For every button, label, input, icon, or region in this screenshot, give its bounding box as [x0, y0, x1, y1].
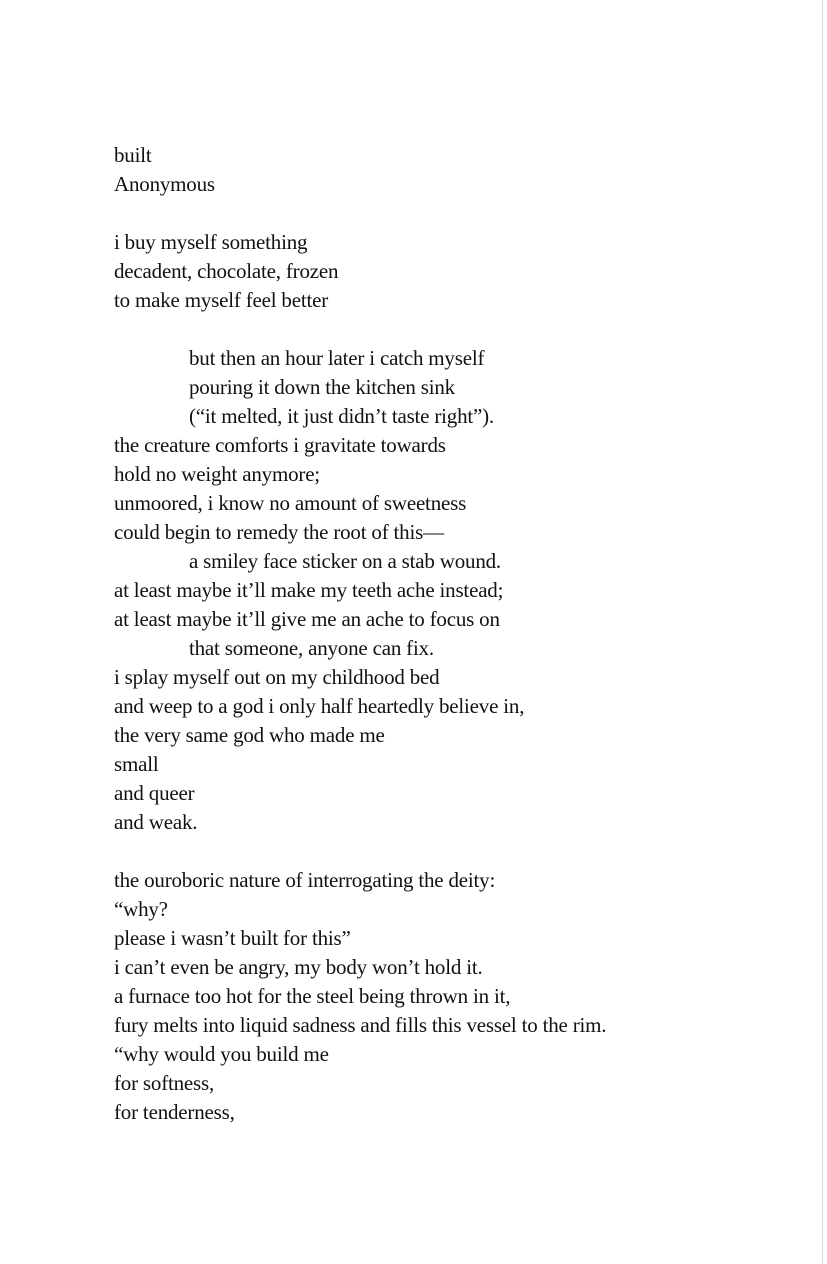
poem-line: i buy myself something: [114, 230, 308, 254]
poem-line: and weak.: [114, 810, 198, 834]
poem-line: at least maybe it’ll make my teeth ache instead;: [114, 578, 504, 602]
poem-line: the ouroboric nature of interrogating the deity:: [114, 868, 496, 892]
poem-line: small: [114, 752, 159, 776]
poem-line: could begin to remedy the root of this—: [114, 520, 444, 544]
poem-line: unmoored, i know no amount of sweetness: [114, 491, 467, 515]
poem-line: i splay myself out on my childhood bed: [114, 665, 440, 689]
poem-line: at least maybe it’ll give me an ache to focus on: [114, 607, 500, 631]
poem-line-indented: (“it melted, it just didn’t taste right”).: [189, 404, 494, 428]
poem-line: and weep to a god i only half heartedly believe in,: [114, 694, 525, 718]
poem-line-indented: a smiley face sticker on a stab wound.: [189, 549, 501, 573]
poem-line: decadent, chocolate, frozen: [114, 259, 339, 283]
poem-line: the very same god who made me: [114, 723, 385, 747]
poem-line: to make myself feel better: [114, 288, 329, 312]
poem-line: for softness,: [114, 1071, 215, 1095]
poem-line: the creature comforts i gravitate towards: [114, 433, 446, 457]
poem-line-indented: pouring it down the kitchen sink: [189, 375, 455, 399]
poem-line: hold no weight anymore;: [114, 462, 320, 486]
poem-line-indented: but then an hour later i catch myself: [189, 346, 485, 370]
poem-line: fury melts into liquid sadness and fills this vessel to the rim.: [114, 1013, 607, 1037]
stanza-break: [114, 315, 804, 344]
poem-line: and queer: [114, 781, 195, 805]
poem-body: [114, 141, 804, 1127]
poem-author: Anonymous: [114, 172, 215, 196]
stanza-break: [114, 199, 804, 228]
poem-line: “why would you build me: [114, 1042, 329, 1066]
poem-line: please i wasn’t built for this”: [114, 926, 351, 950]
poem-line: for tenderness,: [114, 1100, 235, 1124]
poem-line: a furnace too hot for the steel being thrown in it,: [114, 984, 511, 1008]
poem-line: i can’t even be angry, my body won’t hold it.: [114, 955, 483, 979]
stanza-break: [114, 837, 804, 866]
poem-line: “why?: [114, 897, 168, 921]
poem-title: built: [114, 143, 152, 167]
poem-line-indented: that someone, anyone can fix.: [189, 636, 434, 660]
